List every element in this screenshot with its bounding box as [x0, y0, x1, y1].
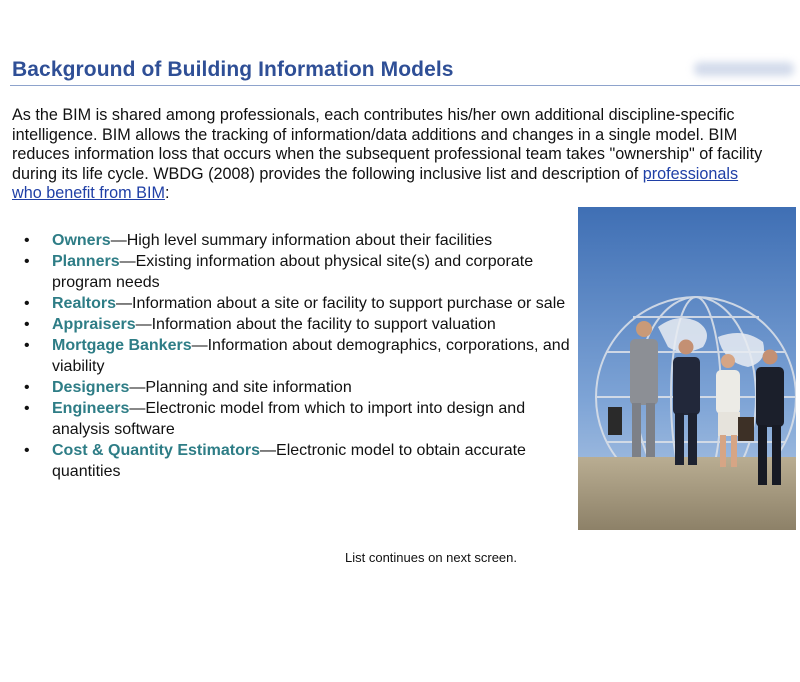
list-item: [24, 293, 574, 314]
bullet-desc: —Planning and site information: [129, 379, 352, 396]
list-item: [24, 251, 574, 293]
intro-colon: :: [164, 184, 170, 203]
list-item: [24, 377, 574, 398]
bullet-desc: —Electronic model to obtain accurate quantities: [52, 442, 526, 480]
bullet-desc: —High level summary information about their facilities: [110, 232, 493, 249]
bullet-term: Owners: [52, 232, 111, 249]
bullet-desc: —Information about a site or facility to support purchase or sale: [116, 295, 566, 312]
intro-text: As the BIM is shared among professionals, each contributes his/her own additional discipline-specific intelligence. BIM allows the tracking of information/data additions and changes in a single model. BIM reduces information loss that occurs when the subsequent professional team takes "ownership" of facility during its life cycle. WBDG (2008) provides the following inclusive list and description of: [12, 106, 763, 183]
list-item: [24, 335, 574, 377]
list-item: [24, 314, 574, 335]
list-item: [24, 230, 574, 251]
professionals-link[interactable]: professionals who benefit from BIM: [12, 164, 739, 203]
bullet-term: Designers: [52, 379, 130, 396]
bullet-term: Appraisers: [52, 316, 136, 333]
list-item: [24, 398, 574, 440]
page-title: Background of Building Information Models: [12, 58, 454, 81]
intro-paragraph: [12, 106, 772, 204]
bullet-desc: —Existing information about physical site(s) and corporate program needs: [52, 253, 534, 291]
footer-note: List continues on next screen.: [345, 550, 517, 565]
professionals-list: [24, 230, 574, 482]
bullet-desc: —Information about the facility to support valuation: [135, 316, 496, 333]
bullet-term: Planners: [52, 253, 120, 270]
bullet-term: Cost & Quantity Estimators: [52, 442, 261, 459]
list-item: [24, 440, 574, 482]
bullet-desc: —Electronic model from which to import into design and analysis software: [52, 400, 526, 438]
bullet-term: Mortgage Bankers: [52, 337, 192, 354]
title-rule: [10, 85, 800, 86]
bullet-term: Engineers: [52, 400, 130, 417]
business-team-photo: [578, 207, 796, 530]
title-blurred-label: [694, 62, 794, 76]
bullet-desc: —Information about demographics, corporations, and viability: [52, 337, 570, 375]
bullet-term: Realtors: [52, 295, 117, 312]
